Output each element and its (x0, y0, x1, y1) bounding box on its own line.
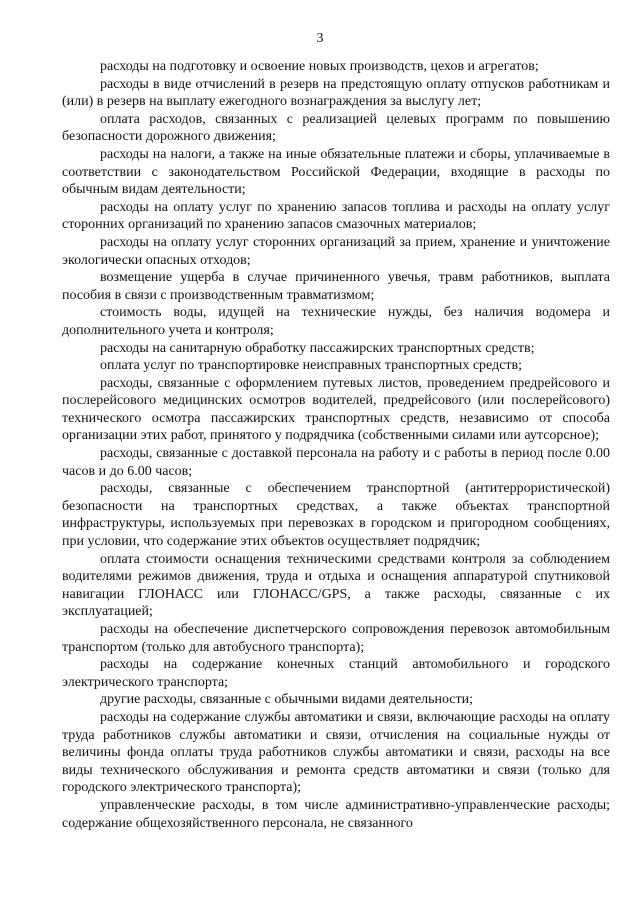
paragraph: расходы, связанные с доставкой персонала на работу и с работы в период после 0.00 часов и до 6.00 часов; (62, 446, 610, 479)
paragraph: расходы на санитарную обработку пассажирских транспортных средств; (100, 340, 535, 356)
paragraph: стоимость воды, идущей на технические нужды, без наличия водомера и дополнительного учета и контроля; (62, 305, 610, 338)
paragraph: управленческие расходы, в том числе административно-управленческие расходы; содержание общехозяйственного персонала, не связанного (62, 797, 610, 831)
paragraph: расходы на налоги, а также на иные обязательные платежи и сборы, уплачиваемые в соответствии с законодательством Российской Федерации, входящие в расходы по обычным видам деятельности; (62, 146, 610, 198)
paragraph: оплата расходов, связанных с реализацией целевых программ по повышению безопасности дорожного движения; (62, 111, 610, 145)
paragraph: расходы на оплату услуг по хранению запасов топлива и расходы на оплату услуг сторонних организаций по хранению запасов смазочных материалов; (62, 199, 610, 233)
paragraph: расходы, связанные с оформлением путевых листов, проведением предрейсового и послерейсового медицинских осмотров водителей, предрейсового (или послерейсового) технического осмотра пассажирских транспортных средств, независимо от способа организации этих работ, принятого у подрядчика (собственными силами или аутсорсное); (62, 375, 610, 444)
paragraph: возмещение ущерба в случае причиненного увечья, травм работников, выплата пособия в связи с производственным травматизмом; (62, 270, 610, 303)
paragraph: другие расходы, связанные с обычными видами деятельности; (100, 692, 474, 708)
paragraph: расходы на обеспечение диспетчерского сопровождения перевозок автомобильным транспортом (только для автобусного транспорта); (62, 622, 610, 655)
paragraph: расходы на содержание службы автоматики и связи, включающие расходы на оплату труда работников службы автоматики и связи, отчисления на социальные нужды от величины фонда оплаты труда работников службы автоматики и связи, расходы на все виды технического обслуживания и ремонта средств автоматики и связи (только для городского электрического транспорта); (62, 709, 610, 796)
paragraph: расходы на подготовку и освоение новых производств, цехов и агрегатов; (100, 59, 539, 74)
page-number: 3 (316, 31, 324, 46)
paragraph: расходы на содержание конечных станций автомобильного и городского электрического транспорта; (62, 657, 610, 690)
paragraph: расходы в виде отчислений в резерв на предстоящую оплату отпусков работникам и (или) в резерв на выплату ежегодного вознаграждения за выслугу лет; (62, 76, 610, 110)
paragraph: оплата стоимости оснащения техническими средствами контроля за соблюдением водителями режимов движения, труда и отдыха и оснащения аппаратурой спутниковой навигации ГЛОНАСС или ГЛОНАСС/GPS, а также расходы, связанные с их эксплуатацией; (62, 551, 610, 620)
document-body (62, 58, 610, 832)
paragraph: расходы на оплату услуг сторонних организаций за прием, хранение и уничтожение экологически опасных отходов; (62, 234, 610, 268)
paragraph: расходы, связанные с обеспечением транспортной (антитеррористической) безопасности на транспортных средствах, а также объектах транспортной инфраструктуры, используемых при перевозках в городском и пригородном сообщениях, при условии, что содержание этих объектов осуществляет подрядчик; (62, 481, 610, 550)
paragraph: оплата услуг по транспортировке неисправных транспортных средств; (100, 358, 523, 374)
